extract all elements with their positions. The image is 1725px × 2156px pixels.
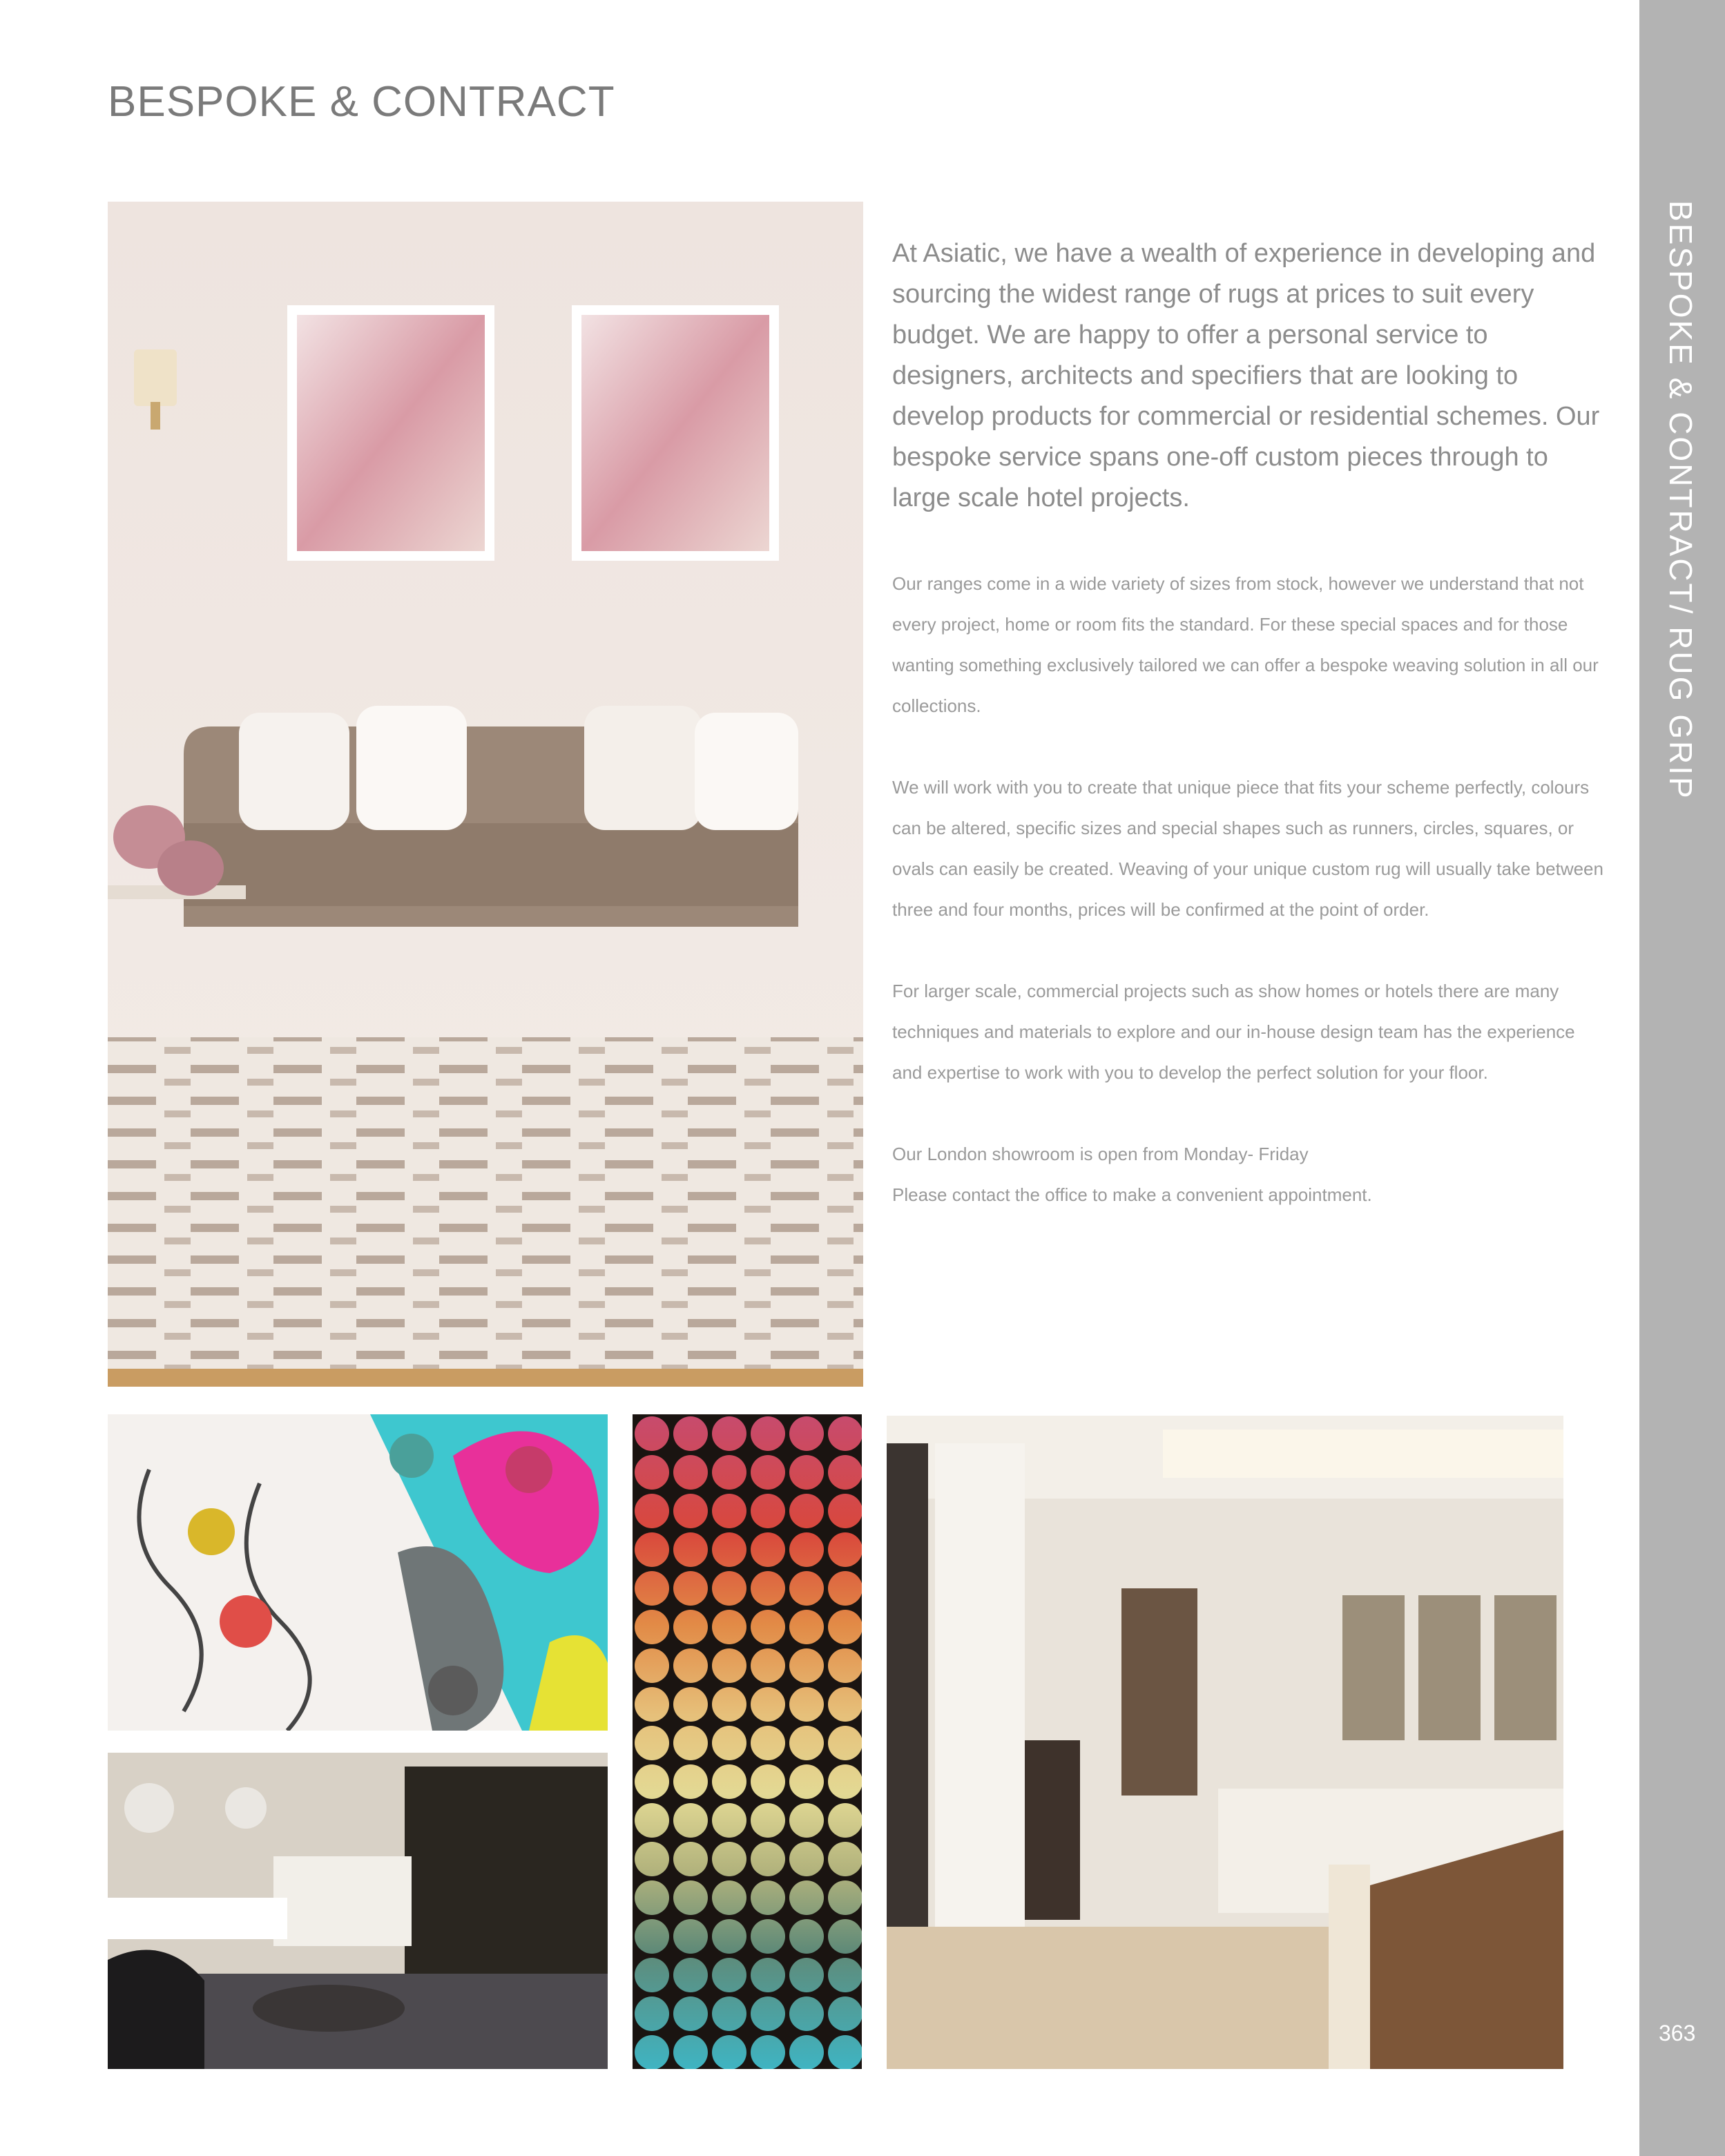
paragraph: For larger scale, commercial projects such as show homes or hotels there are many techniques and materials to explore and our in-house design team has the experience and expertise to work with you to develop the perfect solution for your floor. <box>892 981 1575 1083</box>
page-number: 363 <box>1659 2021 1696 2046</box>
body-text <box>892 564 1603 1215</box>
living-room-photo <box>108 202 863 1387</box>
intro-paragraph: At Asiatic, we have a wealth of experience in developing and sourcing the widest range of rugs at prices to suit every budget. We are happy to offer a personal service to designers, architects and specifiers that are looking to develop products for commercial or residential schemes. Our bespoke service spans one-off custom pieces through to large scale hotel projects. <box>892 239 1600 512</box>
sidebar-section-label: BESPOKE & CONTRACT/ RUG GRIP <box>1663 200 1699 800</box>
colour-swatch-photo <box>633 1414 862 2069</box>
paragraph: Our ranges come in a wide variety of sizes from stock, however we understand that not every project, home or room fits the standard. For these special spaces and for those wanting something exclusively tailored we can offer a bespoke weaving solution in all our collections. <box>892 573 1599 716</box>
kitchen-lounge-photo <box>108 1753 608 2069</box>
rug-samples-photo <box>108 1414 608 1731</box>
showroom-hours: Our London showroom is open from Monday- Friday <box>892 1144 1309 1164</box>
paragraph: We will work with you to create that unique piece that fits your scheme perfectly, colours can be altered, specific sizes and special shapes such as runners, circles, squares, or ovals can easily be created. Weaving of your unique custom rug will usually take between three and four months, prices will be confirmed at the point of order. <box>892 777 1603 920</box>
showroom-appointment: Please contact the office to make a convenient appointment. <box>892 1184 1372 1205</box>
showroom-info <box>892 1134 1603 1215</box>
page-title: BESPOKE & CONTRACT <box>108 78 615 126</box>
interior-room-photo <box>887 1416 1563 2069</box>
